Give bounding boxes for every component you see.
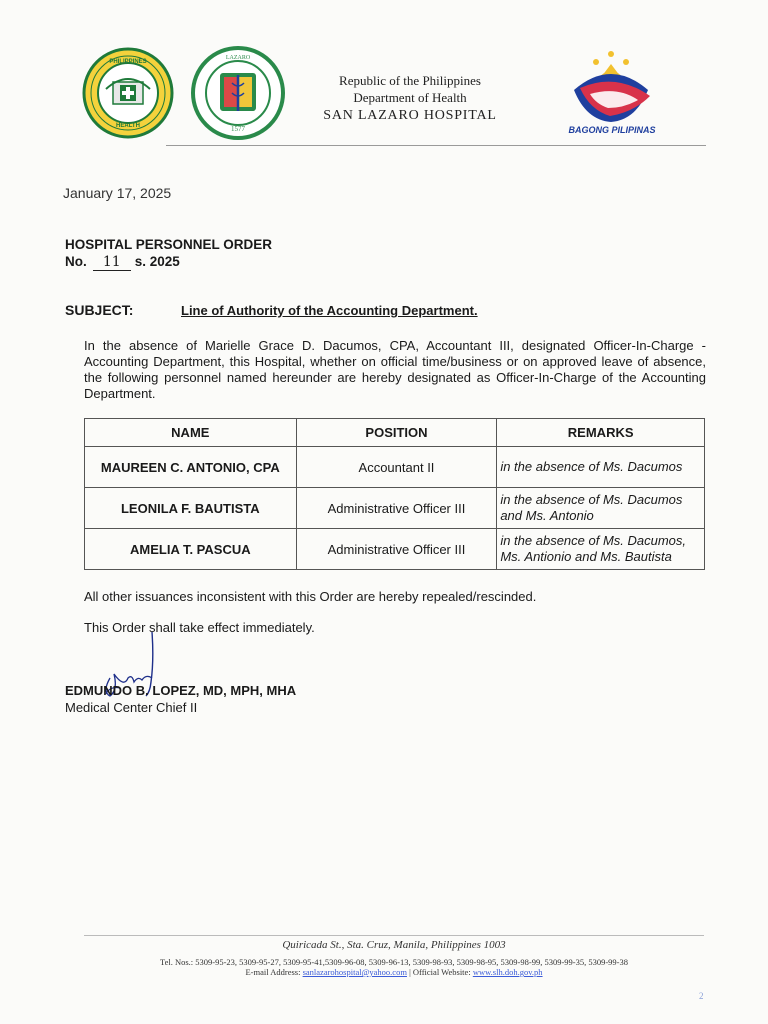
authority-table bbox=[84, 418, 705, 570]
san-lazaro-seal-logo bbox=[190, 45, 286, 141]
letterhead-hospital: SAN LAZARO HOSPITAL bbox=[323, 108, 497, 123]
row-name: LEONILA F. BAUTISTA bbox=[85, 488, 297, 529]
subject-label: SUBJECT: bbox=[65, 302, 134, 318]
website-link[interactable]: www.slh.doh.gov.ph bbox=[472, 967, 543, 977]
effectivity-statement: This Order shall take effect immediately. bbox=[84, 620, 315, 635]
row-position: Administrative Officer III bbox=[296, 488, 497, 529]
bagong-pilipinas-logo bbox=[566, 50, 656, 126]
row-position: Accountant II bbox=[296, 447, 497, 488]
page-number: 2 bbox=[699, 991, 704, 1001]
row-name: MAUREEN C. ANTONIO, CPA bbox=[85, 447, 297, 488]
row-remarks: in the absence of Ms. Dacumos and Ms. Antonio bbox=[497, 488, 705, 529]
svg-text:HEALTH: HEALTH bbox=[116, 123, 140, 129]
document-date: January 17, 2025 bbox=[63, 185, 172, 201]
footer-address: Quiricada St., Sta. Cruz, Manila, Philippines 1003 bbox=[282, 939, 506, 951]
subject-text: Line of Authority of the Accounting Department. bbox=[181, 303, 478, 318]
signatory-title: Medical Center Chief II bbox=[65, 700, 198, 715]
letterhead-text bbox=[300, 72, 520, 125]
email-label: E-mail Address: bbox=[245, 967, 301, 977]
footer-contact bbox=[84, 967, 704, 977]
order-title: HOSPITAL PERSONNEL ORDER bbox=[65, 237, 273, 252]
table-header-row bbox=[85, 419, 705, 447]
header-divider bbox=[166, 145, 706, 146]
row-name: AMELIA T. PASCUA bbox=[85, 529, 297, 570]
seal-year-text: 1577 bbox=[231, 125, 245, 133]
doh-seal-logo bbox=[82, 47, 174, 139]
signatory-name: EDMUNDO B. LOPEZ, MD, MPH, MHA bbox=[65, 683, 297, 698]
table-row bbox=[85, 488, 705, 529]
row-remarks: in the absence of Ms. Dacumos, Ms. Antionio and Ms. Bautista bbox=[497, 529, 705, 570]
order-number-line bbox=[65, 254, 180, 271]
website-label: | Official Website: bbox=[409, 967, 471, 977]
email-link[interactable]: sanlazarohospital@yahoo.com bbox=[302, 967, 407, 977]
repeal-statement: All other issuances inconsistent with this Order are hereby repealed/rescinded. bbox=[84, 589, 537, 604]
row-position: Administrative Officer III bbox=[296, 529, 497, 570]
header-position: POSITION bbox=[296, 419, 497, 447]
order-number: 11 bbox=[93, 254, 131, 271]
body-paragraph: In the absence of Marielle Grace D. Dacumos, CPA, Accountant III, designated Officer-In-Charge - Accounting Department, this Hospital, whether on official time/business or on approved leave of absence, the following personnel named hereunder are hereby designated as Officer-In-Charge of the Accounting Department. bbox=[84, 338, 706, 401]
svg-text:LAZARO: LAZARO bbox=[225, 55, 251, 61]
table-row bbox=[85, 447, 705, 488]
footer-divider bbox=[84, 935, 704, 936]
letterhead-department: Department of Health bbox=[353, 90, 467, 105]
header-name: NAME bbox=[85, 419, 297, 447]
order-number-label: No. bbox=[65, 254, 87, 269]
header-remarks: REMARKS bbox=[497, 419, 705, 447]
svg-text:PHILIPPINES: PHILIPPINES bbox=[109, 59, 147, 65]
handwritten-signature bbox=[96, 630, 176, 710]
letterhead-republic: Republic of the Philippines bbox=[339, 73, 481, 88]
bagong-pilipinas-label: BAGONG PILIPINAS bbox=[568, 125, 656, 135]
table-row bbox=[85, 529, 705, 570]
row-remarks: in the absence of Ms. Dacumos bbox=[497, 447, 705, 488]
footer-telephone: Tel. Nos.: 5309-95-23, 5309-95-27, 5309-95-41,5309-96-08, 5309-96-13, 5309-98-93, 5309-98-95, 5309-98-99, 5309-99-35, 5309-99-38 bbox=[159, 957, 629, 967]
order-series: s. 2025 bbox=[134, 254, 180, 269]
